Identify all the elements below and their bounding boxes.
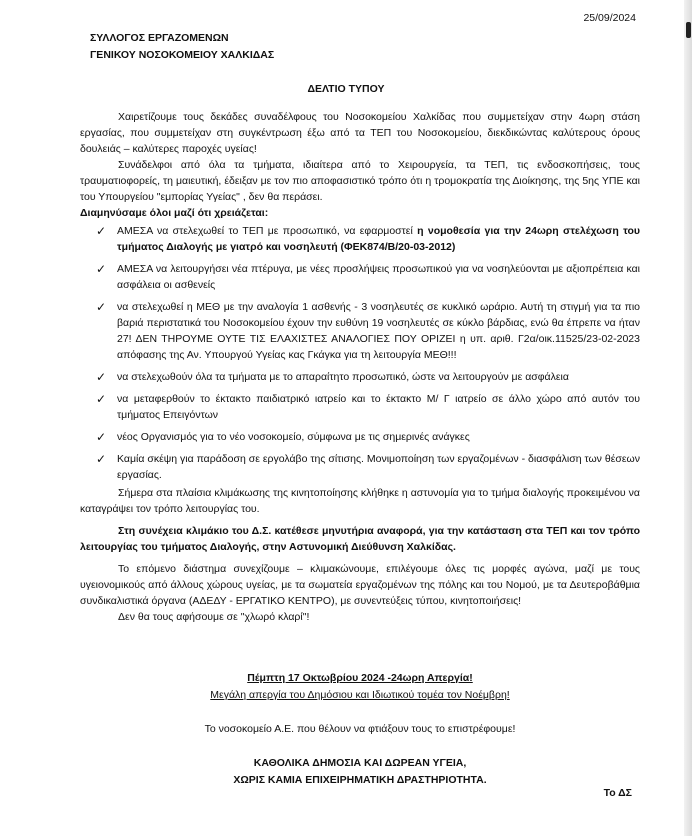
departments-paragraph: Συνάδελφοι από όλα τα τμήματα, ιδιαίτερα από το Χειρουργεία, τα ΤΕΠ, τις ενδοσκοπήσεις, τους τραυματιοφορείς, τη μαιευτική, έδειξαν με τον πιο αποφασιστικό τρόπο ότι η τρομοκρατία της Διοίκησης, της 5ης ΥΠΕ και του Υπουργείου "εμπορίας Υγείας" , δεν θα περάσει. [80, 159, 640, 203]
demands-list [80, 223, 640, 483]
hospital-statement: Το νοσοκομείο Α.Ε. που θέλουν να φτιάξουν τους το επιστρέφουμε! [204, 723, 516, 735]
closing-section [80, 670, 640, 789]
signature: Το ΔΣ [603, 787, 632, 799]
check-icon: ✓ [96, 370, 107, 384]
closing-quote: Δεν θα τους αφήσουμε σε "χλωρό κλαρί"! [118, 611, 310, 623]
check-icon: ✓ [96, 430, 107, 444]
check-icon: ✓ [96, 224, 107, 238]
demands-heading: Διαμηνύσαμε όλοι μαζί ότι χρειάζεται: [80, 207, 269, 219]
escalation-paragraph: Το επόμενο διάστημα συνεχίζουμε – κλιμακώνουμε, επιλέγουμε όλες τις μορφές αγώνα, μαζί με τους υγειονομικούς από άλλους χώρους υγείας, με τα σωματεία εργαζομένων της πόλης και του Νομού, με τα Δευτεροβάθμια συνδικαλιστικά όργανα (ΑΔΕΔΥ - ΕΡΓΑΤΙΚΟ ΚΕΝΤΡΟ), με συνεντεύξεις τύπου, κινητοποιήσεις! [80, 563, 640, 607]
press-release-title: ΔΕΛΤΙΟ ΤΥΠΟΥ [307, 83, 385, 95]
list-item [80, 299, 640, 363]
slogan-line-1: ΚΑΘΟΛΙΚΑ ΔΗΜΟΣΙΑ ΚΑΙ ΔΩΡΕΑΝ ΥΓΕΙΑ, [253, 757, 467, 769]
document-body [80, 109, 640, 625]
list-item [80, 391, 640, 423]
organization-line-2: ΓΕΝΙΚΟΥ ΝΟΣΟΚΟΜΕΙΟΥ ΧΑΛΚΙΔΑΣ [90, 49, 275, 61]
intro-paragraph: Χαιρετίζουμε τους δεκάδες συναδέλφους του Νοσοκομείου Χαλκίδας που συμμετείχαν στην 4ωρη στάση εργασίας, που συμμετείχαν στη συγκέντρωση έξω από τα ΤΕΠ του Νοσοκομείου, διεκδικώντας καλύτερους όρους δουλειάς – καλύτερες παροχές υγείας! [80, 111, 640, 155]
demand-text: να μεταφερθούν το έκτακτο παιδιατρικό ιατρείο και το έκτακτο Μ/ Γ ιατρείο σε άλλο χώρο από αυτόν του τμήματος Επειγόντων [117, 393, 640, 421]
document-date: 25/09/2024 [583, 12, 636, 24]
demand-text: να στελεχωθεί η ΜΕΘ με την αναλογία 1 ασθενής - 3 νοσηλευτές σε κυκλικό ωράριο. Αυτή τη στιγμή για τα πιο βαριά περιστατικά του Νοσοκομείου έχουν την ευθύνη 19 νοσηλευτές σε κύκλο βάρδιας, ενώ θα έπρεπε να ήταν 27! ΔΕΝ ΤΗΡΟΥΜΕ ΟΥΤΕ ΤΙΣ ΕΛΑΧΙΣΤΕΣ ΑΝΑΛΟΓΙΕΣ ΠΟΥ ΟΡΙΖΕΙ η υπ. αριθ. Γ2α/οικ.11525/23-02-2023 απόφασης της Αν. Υπουργού Υγείας κας Γκάγκα για τη λειτουργία ΜΕΘ!!! [117, 301, 640, 361]
demand-text: Καμία σκέψη για παράδοση σε εργολάβο της σίτισης. Μονιμοποίηση των εργαζομένων - διασφάλιση των θέσεων εργασίας. [117, 453, 640, 481]
list-item [80, 451, 640, 483]
list-item [80, 369, 640, 385]
check-icon: ✓ [96, 452, 107, 466]
demand-text-bold: η νομοθεσία για την 24ωρη στελέχωση του τμήματος Διαλογής με γιατρό και νοσηλευτή (ΦΕΚ874/Β/20-03-2012) [117, 225, 640, 253]
page-edge [684, 0, 692, 836]
demand-text: ΑΜΕΣΑ να λειτουργήσει νέα πτέρυγα, με νέες προσλήψεις προσωπικού για να νοσηλεύονται με αξιοπρέπεια και ασφάλεια οι ασθενείς [117, 263, 640, 291]
check-icon: ✓ [96, 392, 107, 406]
police-paragraph: Σήμερα στα πλαίσια κλιμάκωσης της κινητοποίησης κλήθηκε η αστυνομία για το τμήμα διαλογής προκειμένου να καταγράψει τον τρόπο λειτουργίας του. [80, 487, 640, 515]
demand-text: νέος Οργανισμός για το νέο νοσοκομείο, σύμφωνα με τις σημερινές ανάγκες [117, 431, 470, 443]
strike-announcement: Πέμπτη 17 Οκτωβρίου 2024 -24ωρη Απεργία! [247, 672, 473, 684]
organization-header [90, 30, 274, 64]
edge-marker [686, 22, 691, 38]
list-item [80, 429, 640, 445]
complaint-paragraph: Στη συνέχεια κλιμάκιο του Δ.Σ. κατέθεσε μηνυτήρια αναφορά, για την κατάσταση στα ΤΕΠ και τον τρόπο λειτουργίας του τμήματος Διαλογής, στην Αστυνομική Διεύθυνση Χαλκίδας. [80, 525, 640, 553]
demand-text: να στελεχωθούν όλα τα τμήματα με το απαραίτητο προσωπικό, ώστε να λειτουργούν με ασφάλεια [117, 371, 569, 383]
demand-text: ΑΜΕΣΑ να στελεχωθεί το ΤΕΠ με προσωπικό, να εφαρμοστεί [117, 225, 418, 237]
list-item [80, 223, 640, 255]
strike-subtitle: Μεγάλη απεργία του Δημόσιου και Ιδιωτικού τομέα τον Νοέμβρη! [210, 689, 510, 701]
check-icon: ✓ [96, 300, 107, 314]
organization-line-1: ΣΥΛΛΟΓΟΣ ΕΡΓΑΖΟΜΕΝΩΝ [90, 32, 229, 44]
slogan-line-2: ΧΩΡΙΣ ΚΑΜΙΑ ΕΠΙΧΕΙΡΗΜΑΤΙΚΗ ΔΡΑΣΤΗΡΙΟΤΗΤΑ. [233, 774, 487, 786]
list-item [80, 261, 640, 293]
check-icon: ✓ [96, 262, 107, 276]
